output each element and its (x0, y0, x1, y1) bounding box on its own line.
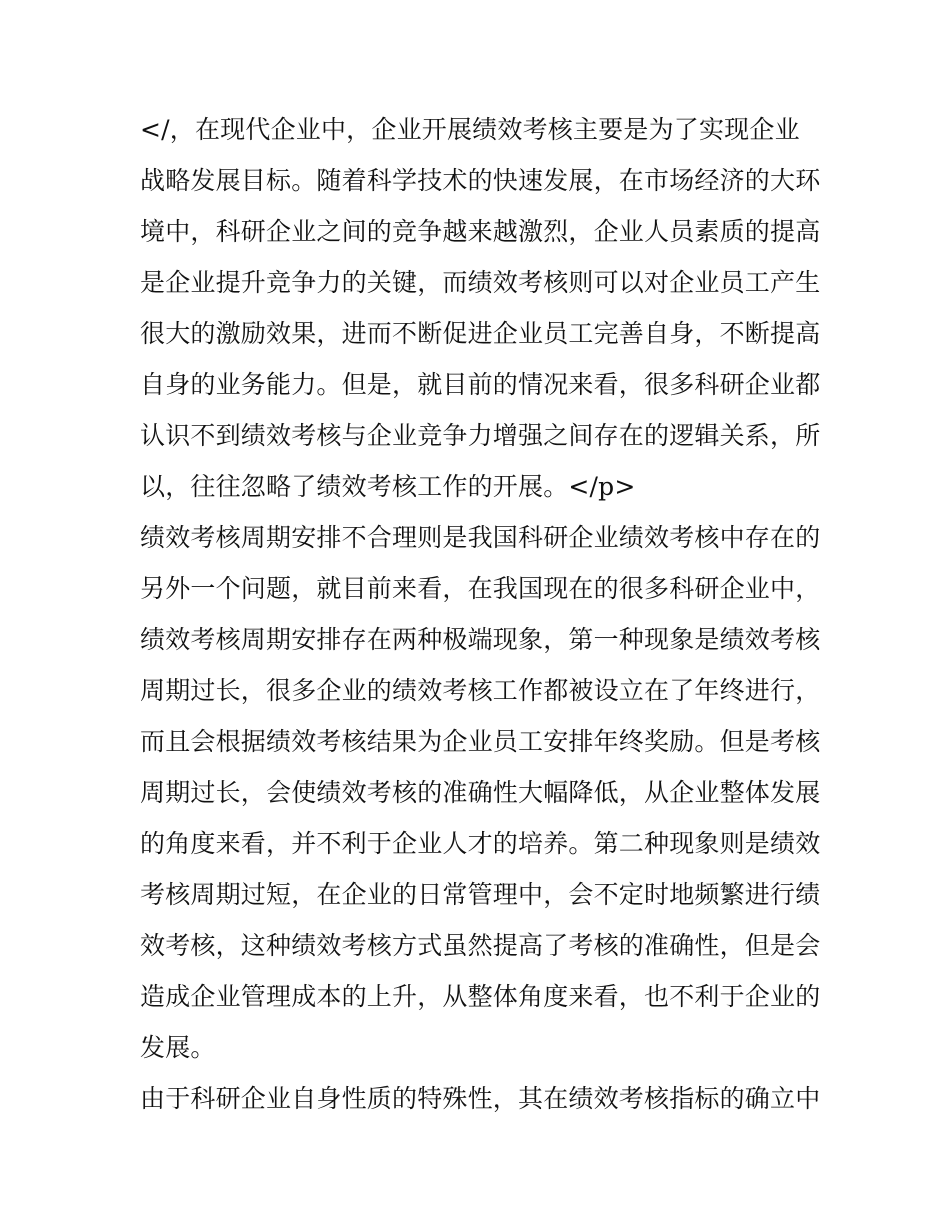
text-line: 自身的业务能力。但是，就目前的情况来看，很多科研企业都 (140, 370, 821, 399)
text-line: 认识不到绩效考核与企业竞争力增强之间存在的逻辑关系，所 (140, 421, 821, 450)
text-line: 另外一个问题，就目前来看，在我国现在的很多科研企业中， (140, 574, 821, 603)
text-line: 是企业提升竞争力的关键，而绩效考核则可以对企业员工产生 (140, 268, 821, 297)
text-line: 绩效考核周期安排不合理则是我国科研企业绩效考核中存在的 (140, 523, 821, 552)
text-line: 的角度来看，并不利于企业人才的培养。第二种现象则是绩效 (140, 829, 821, 858)
paragraph-3 (140, 1073, 820, 1124)
text-line: 造成企业管理成本的上升，从整体角度来看，也不利于企业的 (140, 982, 821, 1011)
text-line: 以，往往忽略了绩效考核工作的开展。</p> (140, 472, 636, 501)
text-line: 发展。 (140, 1033, 216, 1062)
text-line: 周期过长，很多企业的绩效考核工作都被设立在了年终进行， (140, 676, 821, 705)
paragraph-1 (140, 104, 820, 512)
text-line: 战略发展目标。随着科学技术的快速发展，在市场经济的大环 (140, 166, 821, 195)
text-line: 考核周期过短，在企业的日常管理中，会不定时地频繁进行绩 (140, 880, 821, 909)
text-line: 效考核，这种绩效考核方式虽然提高了考核的准确性，但是会 (140, 931, 821, 960)
text-line: </，在现代企业中，企业开展绩效考核主要是为了实现企业 (140, 115, 800, 144)
text-line: 周期过长，会使绩效考核的准确性大幅降低，从企业整体发展 (140, 778, 821, 807)
text-line: 而且会根据绩效考核结果为企业员工安排年终奖励。但是考核 (140, 727, 821, 756)
text-line: 绩效考核周期安排存在两种极端现象，第一种现象是绩效考核 (140, 625, 821, 654)
paragraph-2 (140, 512, 820, 1073)
text-line: 由于科研企业自身性质的特殊性，其在绩效考核指标的确立中 (140, 1084, 821, 1113)
text-line: 境中，科研企业之间的竞争越来越激烈，企业人员素质的提高 (140, 217, 821, 246)
document-body (140, 104, 820, 1124)
text-line: 很大的激励效果，进而不断促进企业员工完善自身，不断提高 (140, 319, 821, 348)
